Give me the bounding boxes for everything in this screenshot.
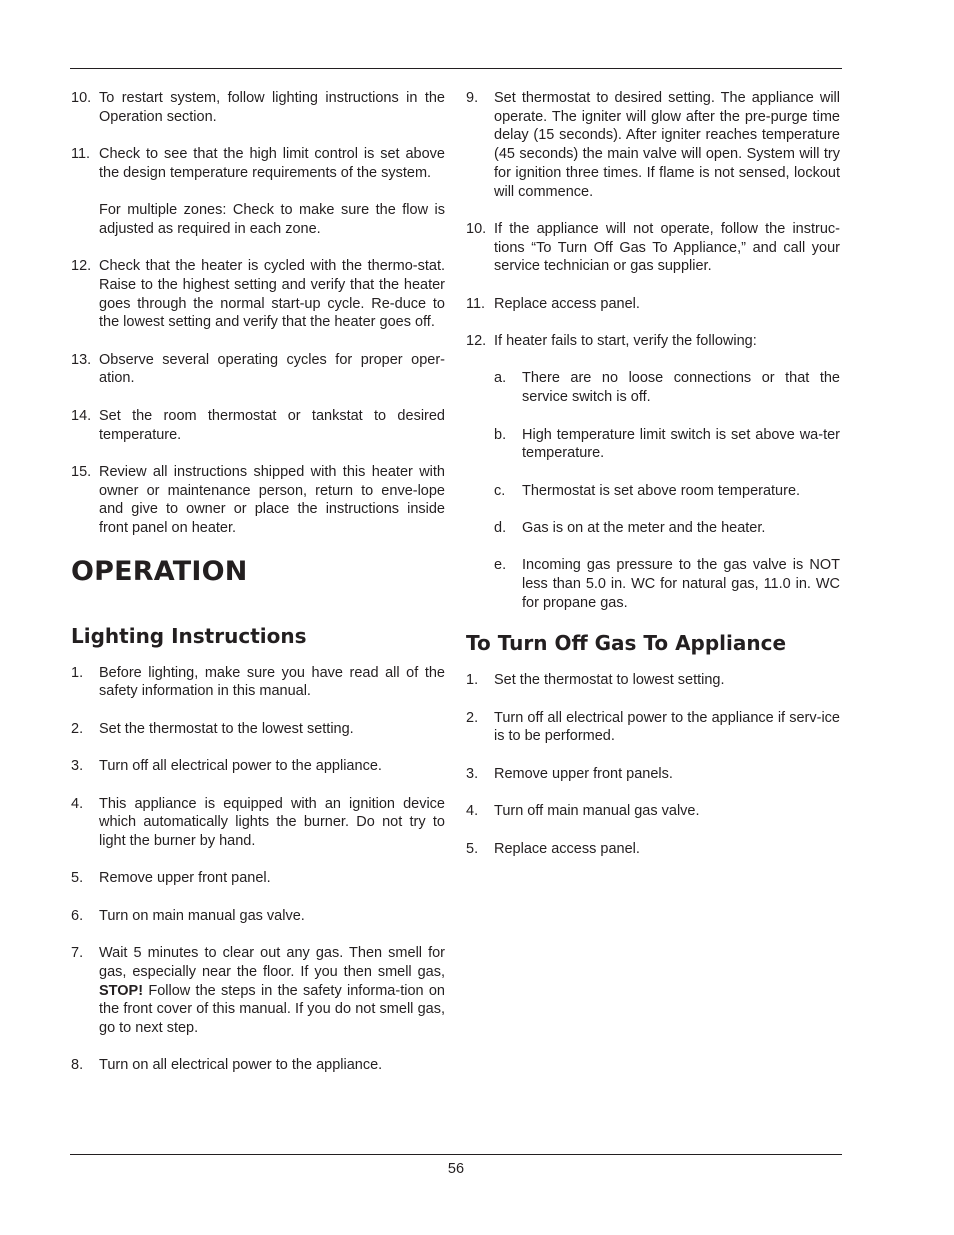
item-number: 9. — [466, 90, 479, 106]
list-item — [71, 407, 445, 444]
bottom-rule — [70, 1154, 842, 1155]
item-number: 1. — [71, 664, 84, 681]
list-item — [466, 709, 840, 746]
item-text — [99, 944, 445, 1038]
top-rule — [70, 68, 842, 69]
page-number: 56 — [447, 1161, 465, 1177]
item-number: 7. — [71, 945, 84, 962]
turn-off-gas-heading: To Turn Off Gas To Appliance — [466, 631, 787, 656]
item-number: 3. — [466, 765, 479, 782]
item-number: 10. — [466, 220, 487, 237]
sublist-item — [494, 556, 840, 612]
item-text: Set the thermostat to the lowest setting. — [99, 720, 354, 737]
item-text: Incoming gas pressure to the gas valve is NOT less than 5.0 in. WC for natural gas, 11.0 in. WC for propane gas. — [522, 557, 840, 611]
list-item — [71, 795, 445, 851]
list-item — [71, 869, 445, 888]
item-text: Before lighting, make sure you have read all of the safety information in this manual. — [99, 664, 445, 700]
list-item — [466, 220, 840, 276]
item-text: Turn off all electrical power to the appliance. — [99, 758, 382, 775]
item-text: Check to see that the high limit control is set above the design temperature requirements of the system. — [99, 146, 445, 181]
item-number: 15. — [71, 463, 92, 480]
list-item — [466, 671, 840, 690]
item-letter: b. — [494, 426, 507, 443]
item-number: 6. — [71, 907, 84, 924]
list-item — [71, 351, 445, 388]
item-number: 8. — [71, 1057, 84, 1074]
item-number: 5. — [466, 840, 479, 857]
list-item — [71, 257, 445, 332]
item-number: 4. — [466, 803, 479, 820]
item-text: Gas is on at the meter and the heater. — [522, 520, 766, 537]
item-text: Thermostat is set above room temperature. — [522, 482, 801, 499]
list-item — [71, 944, 445, 1038]
item-letter: e. — [494, 557, 507, 574]
stop-emphasis: STOP! — [99, 982, 144, 999]
item-letter: d. — [494, 520, 507, 537]
item-text: Observe several operating cycles for proper oper-ation. — [99, 351, 445, 387]
item-text: There are no loose connections or that the service switch is off. — [522, 370, 840, 406]
item-letter: c. — [494, 482, 506, 499]
item-text: For multiple zones: Check to make sure the flow is adjusted as required in each zone. — [99, 202, 445, 237]
item-text: Remove upper front panel. — [99, 870, 271, 887]
list-item — [466, 332, 840, 351]
item-number: 12. — [466, 333, 487, 350]
list-item — [71, 145, 445, 239]
item-text: Check that the heater is cycled with the thermo-stat. Raise to the highest setting and verify that the heater goes through the normal start-up cycle. Re-duce to the lowest setting and verify that the heater goes off. — [99, 258, 445, 331]
list-item — [466, 802, 840, 821]
list-item — [71, 463, 445, 538]
item-text-part: Wait 5 minutes to clear out any gas. Then smell for gas, especially near the floor. If you then smell gas, — [99, 945, 445, 980]
lighting-instructions-heading: Lighting Instructions — [71, 623, 307, 648]
list-item — [466, 765, 840, 784]
item-text: Set the room thermostat or tankstat to desired temperature. — [99, 407, 445, 443]
item-text: Turn on all electrical power to the appliance. — [99, 1057, 383, 1074]
item-text: Turn off all electrical power to the appliance if serv-ice is to be performed. — [494, 709, 840, 745]
item-number: 3. — [71, 758, 84, 775]
item-text-part: Follow the steps in the safety informa-tion on the front cover of this manual. If you do not smell gas, go to next step. — [99, 982, 446, 1037]
left-column — [71, 89, 445, 1094]
operation-heading: OPERATION — [71, 555, 248, 587]
verify-sublist — [494, 369, 840, 612]
item-text: Remove upper front panels. — [494, 765, 673, 782]
list-item — [71, 1056, 445, 1075]
item-number: 5. — [71, 870, 84, 887]
item-number: 2. — [71, 720, 84, 737]
list-item — [466, 840, 840, 859]
list-item — [466, 295, 840, 314]
item-number: 13. — [71, 351, 92, 368]
right-column — [466, 89, 840, 877]
item-text: If the appliance will not operate, follow the instruc-tions “To Turn Off Gas To Appliance,” and call your service technician or gas supplier. — [494, 220, 840, 275]
list-item — [71, 720, 445, 739]
list-item — [71, 757, 445, 776]
item-text: High temperature limit switch is set above wa-ter temperature. — [522, 426, 840, 462]
sublist-item — [494, 519, 840, 538]
item-letter: a. — [494, 370, 507, 387]
sublist-item — [494, 369, 840, 406]
item-number: 1. — [466, 672, 479, 689]
item-number: 4. — [71, 795, 84, 812]
item-text: If heater fails to start, verify the following: — [494, 333, 757, 350]
list-item — [71, 89, 445, 126]
item-text: Turn off main manual gas valve. — [494, 803, 700, 820]
item-number: 11. — [71, 146, 91, 163]
sublist-item — [494, 482, 840, 501]
list-item — [71, 664, 445, 701]
item-text: Review all instructions shipped with this heater with owner or maintenance person, return to enve-lope and give to owner or place the instructions inside front panel on heater. — [99, 463, 445, 537]
list-item — [71, 907, 445, 926]
item-text: Replace access panel. — [494, 295, 640, 312]
item-number: 10. — [71, 90, 92, 106]
item-text: To restart system, follow lighting instructions in the Operation section. — [99, 90, 445, 125]
list-item — [466, 89, 840, 201]
item-number: 12. — [71, 258, 92, 275]
item-text: This appliance is equipped with an ignition device which automatically lights the burner. Do not try to light the burner by hand. — [99, 795, 445, 850]
item-text: Replace access panel. — [494, 840, 640, 857]
item-number: 14. — [71, 407, 92, 424]
item-text: Set thermostat to desired setting. The appliance will operate. The igniter will glow after the pre-purge time delay (15 seconds). After igniter reaches temperature (45 seconds) the main valve will open. System will try for ignition three times. If flame is not sensed, lockout will commence. — [494, 90, 840, 200]
item-text: Turn on main manual gas valve. — [99, 907, 305, 924]
sublist-item — [494, 426, 840, 463]
item-number: 11. — [466, 295, 486, 312]
item-number: 2. — [466, 709, 479, 726]
item-text: Set the thermostat to lowest setting. — [494, 672, 725, 689]
